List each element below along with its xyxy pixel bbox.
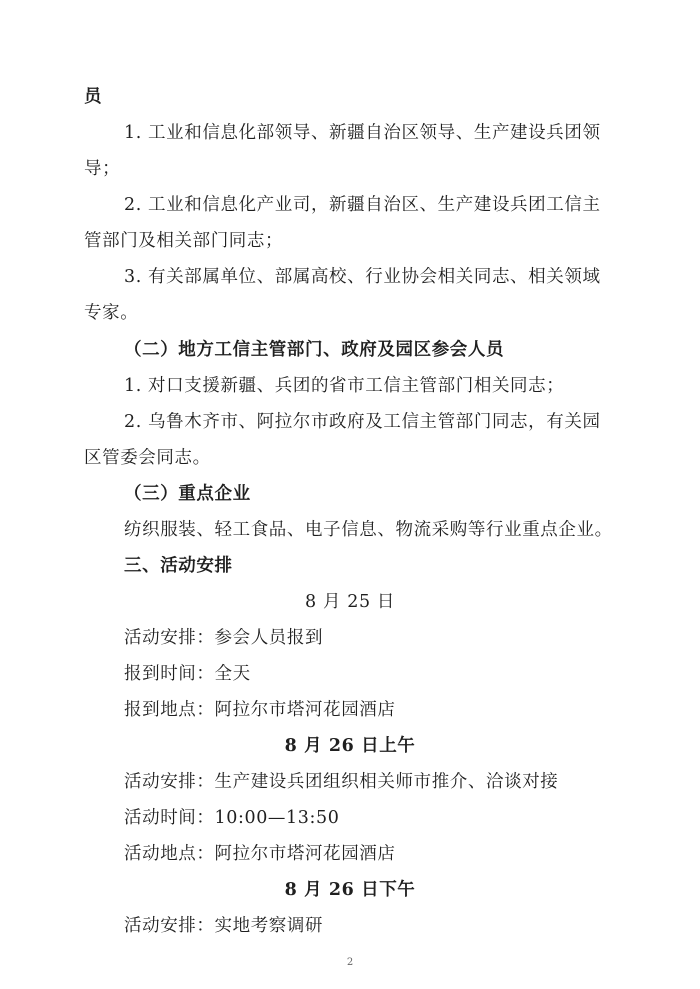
text-line: 报到地点：阿拉尔市塔河花园酒店 xyxy=(124,700,396,720)
text-line: 活动安排：参会人员报到 xyxy=(124,628,324,648)
date-heading: 8 月 25 日 xyxy=(305,592,395,612)
text-line: 管部门及相关部门同志； xyxy=(84,231,284,251)
section-heading: 三、活动安排 xyxy=(124,556,233,576)
text-line: 2. 工业和信息化产业司，新疆自治区、生产建设兵团工信主 xyxy=(124,195,601,215)
text-line: 纺织服装、轻工食品、电子信息、物流采购等行业重点企业。 xyxy=(124,520,613,540)
text-line: 活动地点：阿拉尔市塔河花园酒店 xyxy=(124,844,396,864)
text-line: 员 xyxy=(84,87,103,107)
date-heading: 8 月 26 日下午 xyxy=(284,880,416,900)
date-heading: 8 月 26 日上午 xyxy=(284,736,416,756)
text-line: 报到时间：全天 xyxy=(124,664,251,684)
text-line: 3. 有关部属单位、部属高校、行业协会相关同志、相关领域 xyxy=(124,267,601,287)
text-line: 专家。 xyxy=(84,303,139,323)
text-line: 活动安排：实地考察调研 xyxy=(124,916,324,936)
section-heading: （三）重点企业 xyxy=(124,484,251,504)
text-line: 导； xyxy=(84,159,121,179)
text-line: 活动时间：10:00—13:50 xyxy=(124,808,340,828)
text-line: 1. 对口支援新疆、兵团的省市工信主管部门相关同志； xyxy=(124,376,565,396)
page-number: 2 xyxy=(346,957,354,968)
text-line: 1. 工业和信息化部领导、新疆自治区领导、生产建设兵团领 xyxy=(124,123,601,143)
text-line: 区管委会同志。 xyxy=(84,448,211,468)
text-line: 活动安排：生产建设兵团组织相关师市推介、洽谈对接 xyxy=(124,772,559,792)
text-line: 2. 乌鲁木齐市、阿拉尔市政府及工信主管部门同志，有关园 xyxy=(124,412,601,432)
section-heading: （二）地方工信主管部门、政府及园区参会人员 xyxy=(124,340,505,360)
